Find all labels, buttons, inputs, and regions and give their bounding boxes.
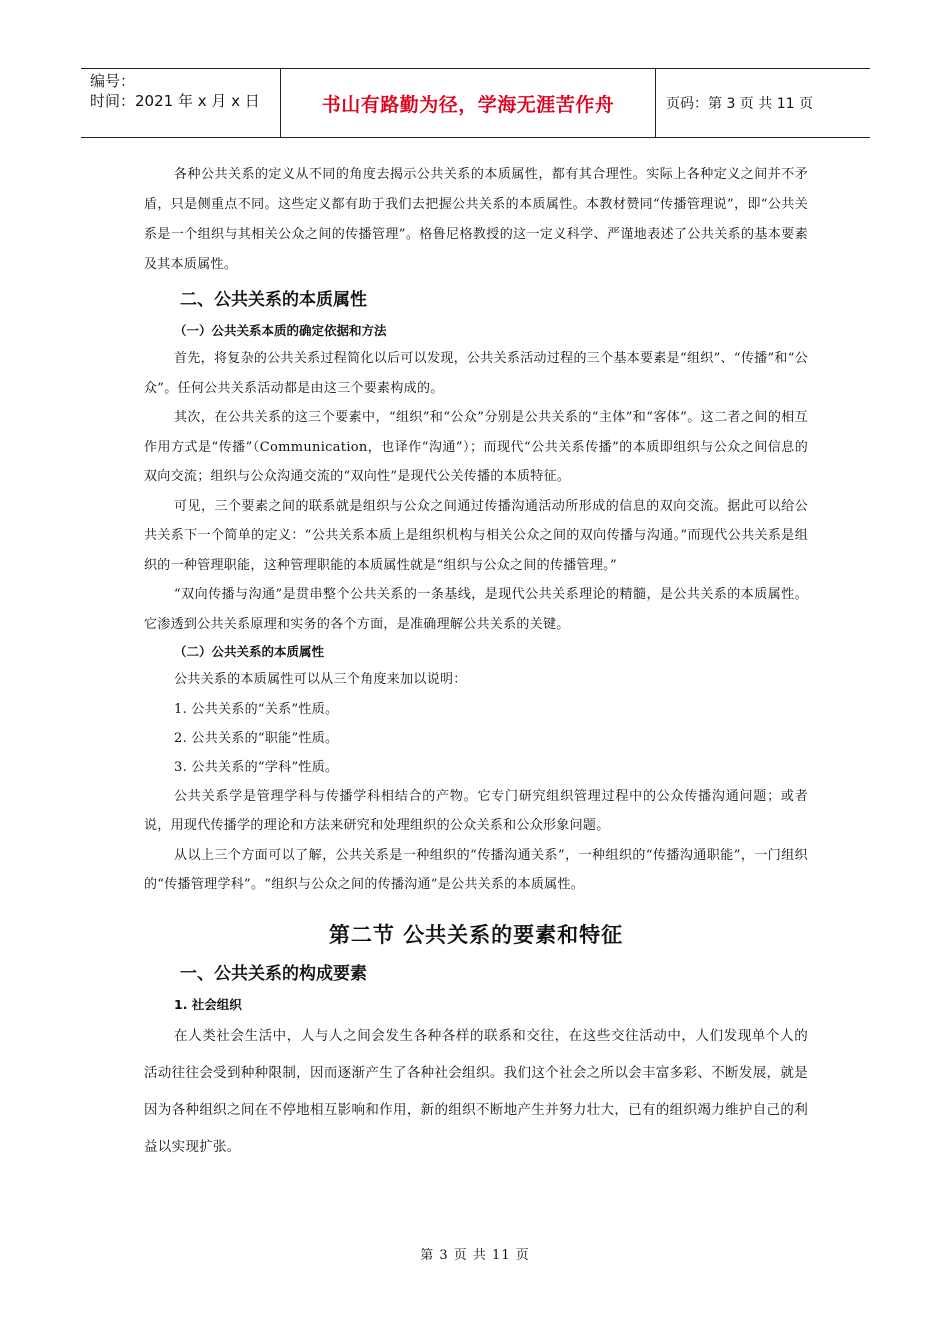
header-serial-number: 编号： (90, 72, 136, 90)
paragraph-first: 首先，将复杂的公共关系过程简化以后可以发现，公共关系活动过程的三个基本要素是“组织”、“传播”和“公众”。任何公共关系活动都是由这三个要素构成的。 (144, 351, 808, 396)
paragraph-three-angles: 公共关系的本质属性可以从三个角度来加以说明： (174, 672, 467, 687)
subheading-basis: （一）公共关系本质的确定依据和方法 (174, 323, 387, 338)
document-header (81, 68, 870, 138)
subheading-social-organization: 1. 社会组织 (174, 996, 242, 1012)
list-item-discipline: 3. 公共关系的“学科”性质。 (174, 759, 339, 775)
header-date: 时间：2021 年 x 月 x 日 (90, 92, 260, 110)
section-title: 第二节 公共关系的要素和特征 (328, 922, 624, 947)
list-item-relation: 1. 公共关系的“关系”性质。 (174, 701, 339, 717)
document-body (144, 160, 808, 1166)
paragraph-visible: 可见，三个要素之间的联系就是组织与公众之间通过传播沟通活动所形成的信息的双向交流。据此可以给公共关系下一个简单的定义：“公共关系本质上是组织机构与相关公众之间的双向传播与沟通。”而现代公共关系是组织的一种管理职能，这种管理职能的本质属性就是“组织与公众之间的传播管理。” (144, 498, 808, 573)
heading-elements: 一、公共关系的构成要素 (180, 963, 367, 984)
header-meta (81, 69, 281, 137)
header-page-info: 页码：第 3 页 共 11 页 (666, 96, 813, 112)
subheading-attribute: （二）公共关系的本质属性 (174, 644, 325, 659)
header-motto: 书山有路勤为径，学海无涯苦作舟 (281, 69, 656, 137)
page-footer: 第 3 页 共 11 页 (420, 1248, 530, 1263)
paragraph-discipline: 公共关系学是管理学科与传播学科相结合的产物。它专门研究组织管理过程中的公众传播沟通问题；或者说，用现代传播学的理论和方法来研究和处理组织的公众关系和公众形象问题。 (144, 788, 808, 833)
heading-essence: 二、公共关系的本质属性 (180, 290, 367, 310)
intro-paragraph: 各种公共关系的定义从不同的角度去揭示公共关系的本质属性，都有其合理性。实际上各种定义之间并不矛盾，只是侧重点不同。这些定义都有助于我们去把握公共关系的本质属性。本教材赞同“传播管理说”，即“公共关系是一个组织与其相关公众之间的传播管理”。格鲁尼格教授的这一定义科学、严谨地表述了公共关系的基本要素及其本质属性。 (144, 167, 808, 272)
list-item-function: 2. 公共关系的“职能”性质。 (174, 730, 339, 746)
paragraph-organization: 在人类社会生活中，人与人之间会发生各种各样的联系和交往，在这些交往活动中，人们发现单个人的活动往往会受到种种限制，因而逐渐产生了各种社会组织。我们这个社会之所以会丰富多彩、不断发展，就是因为各种组织之间在不停地相互影响和作用，新的组织不断地产生并努力壮大，已有的组织竭力维护自己的利益以实现扩张。 (144, 1027, 808, 1155)
paragraph-two-way: “双向传播与沟通”是贯串整个公共关系的一条基线，是现代公共关系理论的精髓，是公共关系的本质属性。它渗透到公共关系原理和实务的各个方面，是准确理解公共关系的关键。 (144, 587, 808, 632)
paragraph-second: 其次，在公共关系的这三个要素中，“组织”和“公众”分别是公共关系的“主体”和“客体”。这二者之间的相互作用方式是“传播”（Communication，也译作“沟通”）；而现代“公共关系传播”的本质即组织与公众之间信息的双向交流；组织与公众沟通交流的“双向性”是现代公关传播的本质特征。 (144, 410, 808, 484)
paragraph-summary: 从以上三个方面可以了解，公共关系是一种组织的“传播沟通关系”，一种组织的“传播沟通职能”，一门组织的“传播管理学科”。“组织与公众之间的传播沟通”是公共关系的本质属性。 (144, 847, 808, 892)
